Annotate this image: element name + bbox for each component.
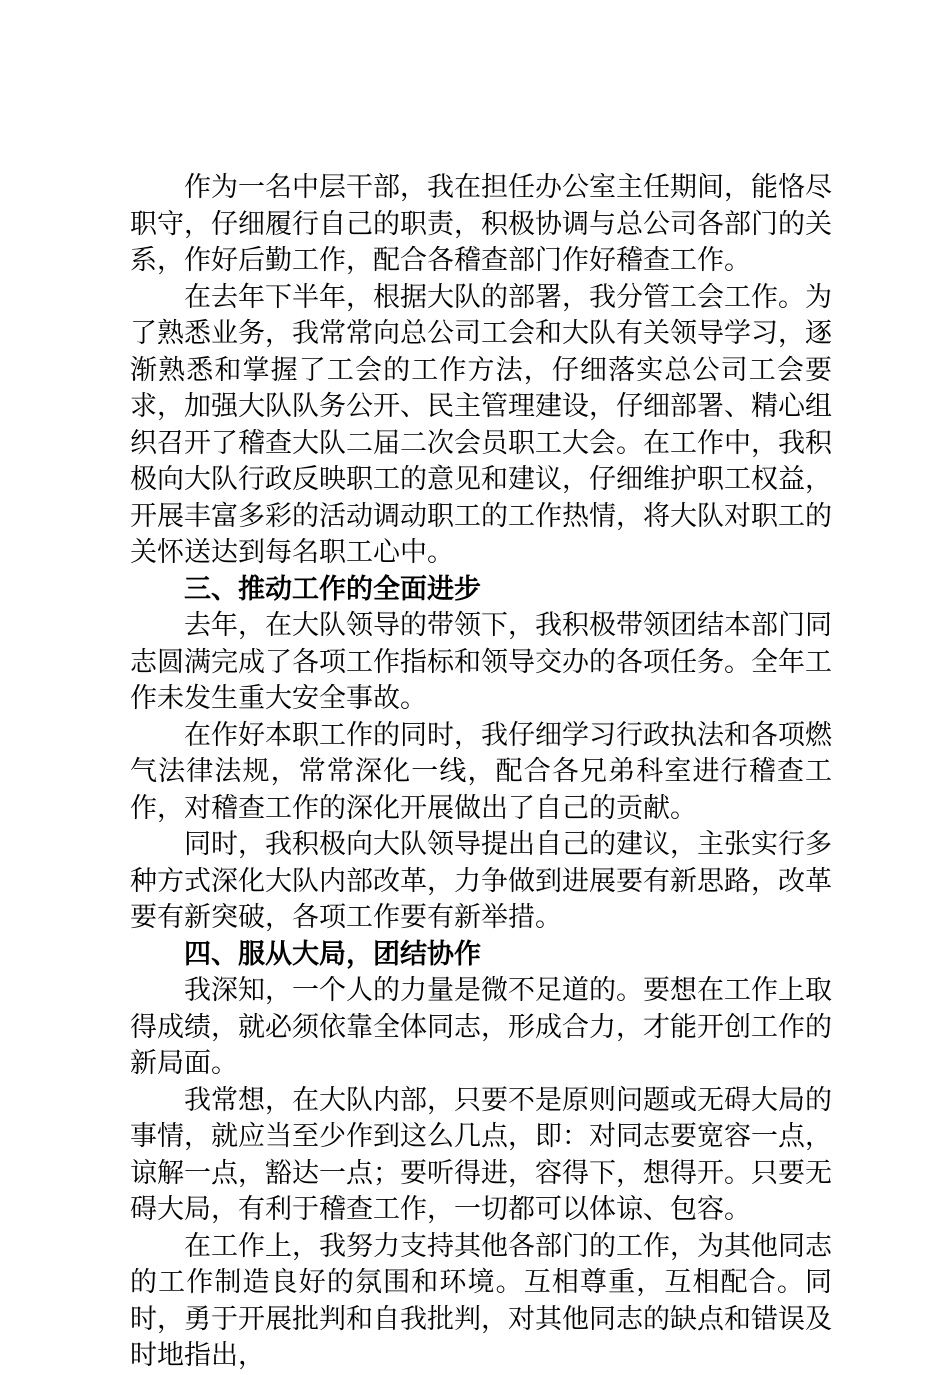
paragraph: 在作好本职工作的同时，我仔细学习行政执法和各项燃气法律法规，常常深化一线，配合各兄弟科室进行稽查工作，对稽查工作的深化开展做出了自己的贡献。 [130, 719, 832, 824]
paragraph: 在去年下半年，根据大队的部署，我分管工会工作。为了熟悉业务，我常常向总公司工会和大队有关领导学习，逐渐熟悉和掌握了工会的工作方法，仔细落实总公司工会要求，加强大队队务公开、民主管理建设，仔细部署、精心组织召开了稽查大队二届二次会员职工大会。在工作中，我积极向大队行政反映职工的意见和建议，仔细维护职工权益，开展丰富多彩的活动调动职工的工作热情，将大队对职工的关怀送达到每名职工心中。 [130, 281, 832, 568]
paragraph: 我常想，在大队内部，只要不是原则问题或无碍大局的事情，就应当至少作到这么几点，即：对同志要宽容一点，谅解一点，豁达一点；要听得进，容得下，想得开。只要无碍大局，有利于稽查工作，一切都可以体谅、包容。 [130, 1084, 832, 1225]
paragraph: 我深知，一个人的力量是微不足道的。要想在工作上取得成绩，就必须依靠全体同志，形成合力，才能开创工作的新局面。 [130, 975, 832, 1079]
paragraph: 作为一名中层干部，我在担任办公室主任期间，能恪尽职守，仔细履行自己的职责，积极协调与总公司各部门的关系，作好后勤工作，配合各稽查部门作好稽查工作。 [130, 172, 832, 276]
paragraph: 在工作上，我努力支持其他各部门的工作，为其他同志的工作制造良好的氛围和环境。互相尊重，互相配合。同时，勇于开展批判和自我批判，对其他同志的缺点和错误及时地指出， [130, 1230, 832, 1371]
paragraph: 同时，我积极向大队领导提出自己的建议，主张实行多种方式深化大队内部改革，力争做到进展要有新思路，改革要有新突破，各项工作要有新举措。 [130, 829, 832, 933]
section-heading: 四、服从大局，团结协作 [184, 938, 481, 970]
paragraph: 去年，在大队领导的带领下，我积极带领团结本部门同志圆满完成了各项工作指标和领导交办的各项任务。全年工作未发生重大安全事故。 [130, 610, 832, 714]
section-heading: 三、推动工作的全面进步 [184, 573, 481, 605]
document-body [130, 170, 832, 1375]
